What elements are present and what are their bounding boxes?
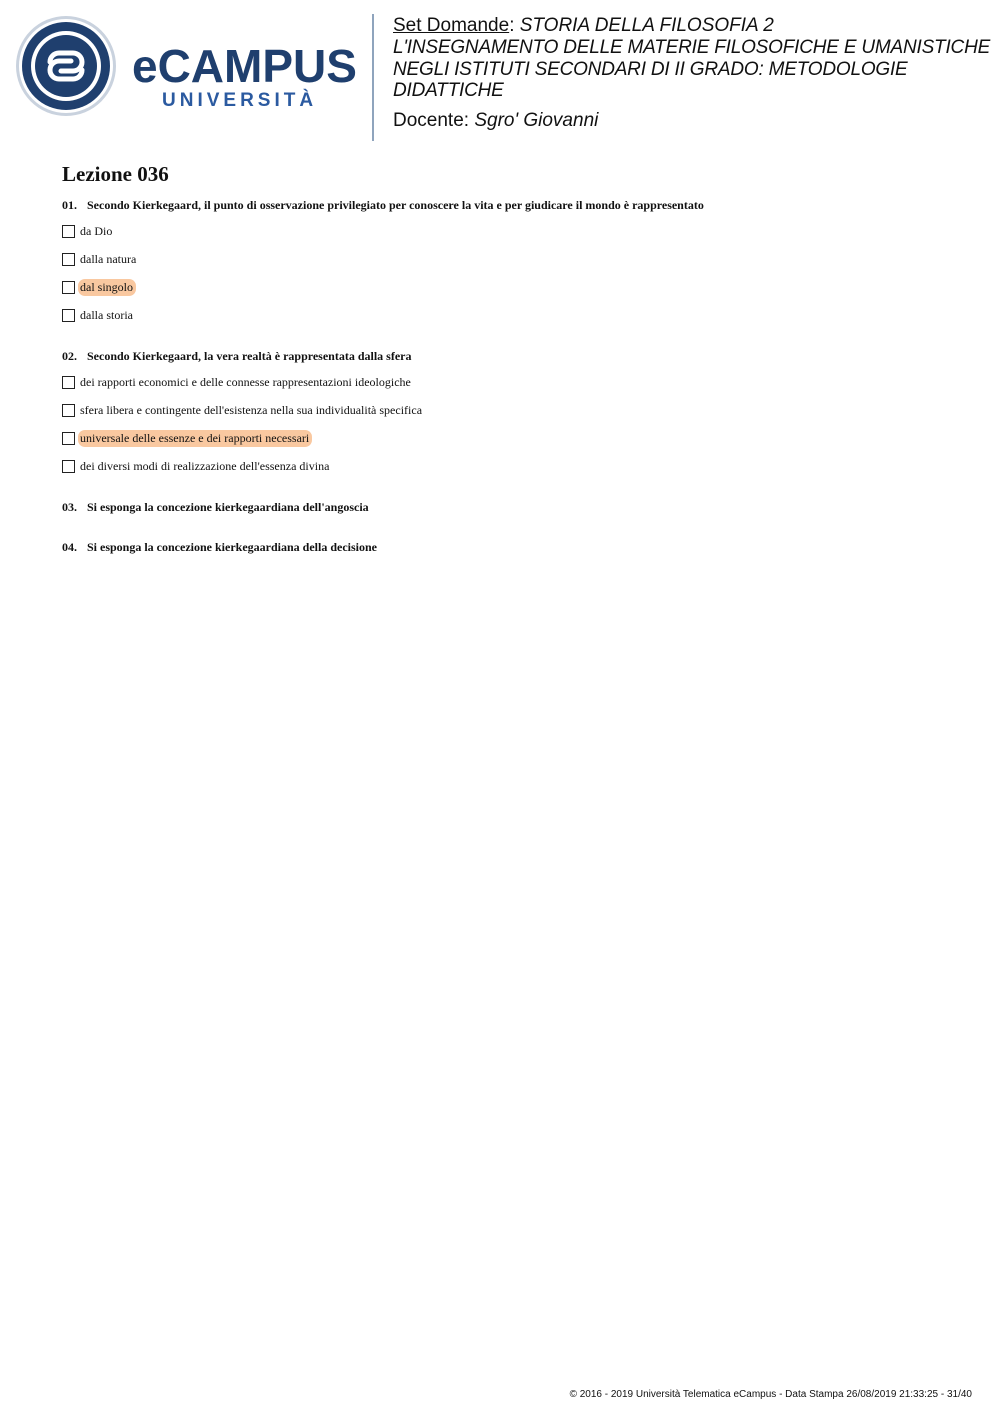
question-text: Secondo Kierkegaard, la vera realtà è rappresentata dalla sfera [87, 349, 412, 363]
docente-label: Docente: [393, 109, 470, 131]
page-footer: © 2016 - 2019 Università Telematica eCampus - Data Stampa 26/08/2019 21:33:25 - 31/40 [569, 1389, 972, 1400]
answer-checkbox[interactable] [62, 460, 75, 473]
question-text: Si esponga la concezione kierkegaardiana della decisione [87, 540, 377, 554]
answer-checkbox[interactable] [62, 309, 75, 322]
answer-option[interactable] [62, 430, 312, 447]
question-03 [62, 500, 369, 515]
answer-label: dalla storia [80, 308, 133, 322]
question-02 [62, 349, 412, 364]
lesson-title: Lezione 036 [62, 162, 169, 186]
ecampus-logo-graphic [14, 14, 359, 118]
question-number: 01. [62, 198, 77, 212]
ecampus-logo [14, 14, 359, 118]
answer-checkbox[interactable] [62, 376, 75, 389]
answer-label: sfera libera e contingente dell'esistenza nella sua individualità specifica [80, 403, 423, 417]
answer-option[interactable] [62, 223, 115, 240]
document-header [393, 14, 998, 132]
answer-checkbox[interactable] [62, 253, 75, 266]
docente-line [393, 109, 998, 132]
question-number: 03. [62, 500, 77, 514]
answer-label: dei diversi modi di realizzazione dell'essenza divina [80, 459, 330, 473]
logo-brand: eCAMPUS [132, 40, 357, 92]
answer-label-highlighted: universale delle essenze e dei rapporti necessari [78, 430, 312, 447]
answer-option[interactable] [62, 402, 425, 419]
question-text: Secondo Kierkegaard, il punto di osservazione privilegiato per conoscere la vita e per giudicare il mondo è rappresentato [87, 198, 704, 212]
answer-option[interactable] [62, 374, 414, 391]
answer-checkbox[interactable] [62, 404, 75, 417]
course-description [393, 37, 998, 102]
question-01 [62, 198, 704, 213]
answer-label: dalla natura [80, 252, 137, 266]
set-colon: : [509, 15, 515, 36]
header-divider [372, 14, 374, 141]
question-number: 02. [62, 349, 77, 363]
answer-checkbox[interactable] [62, 225, 75, 238]
answer-label: da Dio [80, 224, 113, 238]
course-title: STORIA DELLA FILOSOFIA 2 [519, 15, 774, 36]
answer-checkbox[interactable] [62, 281, 75, 294]
answer-option[interactable] [62, 307, 136, 324]
docente-name: Sgro' Giovanni [474, 109, 599, 131]
question-number: 04. [62, 540, 77, 554]
set-domande-line [393, 14, 998, 37]
set-label: Set Domande [393, 15, 510, 36]
question-04 [62, 540, 377, 555]
answer-option[interactable] [62, 279, 136, 296]
answer-option[interactable] [62, 458, 332, 475]
course-line: DIDATTICHE [393, 80, 504, 101]
answer-checkbox[interactable] [62, 432, 75, 445]
logo-subtitle: UNIVERSITÀ [162, 90, 318, 111]
course-line: NEGLI ISTITUTI SECONDARI DI II GRADO: METODOLOGIE [393, 58, 908, 80]
course-line: L'INSEGNAMENTO DELLE MATERIE FILOSOFICHE E UMANISTICHE [393, 37, 991, 58]
answer-label-highlighted: dal singolo [78, 279, 136, 296]
question-text: Si esponga la concezione kierkegaardiana dell'angoscia [87, 500, 369, 514]
answer-option[interactable] [62, 251, 139, 268]
answer-label: dei rapporti economici e delle connesse rappresentazioni ideologiche [80, 375, 411, 389]
